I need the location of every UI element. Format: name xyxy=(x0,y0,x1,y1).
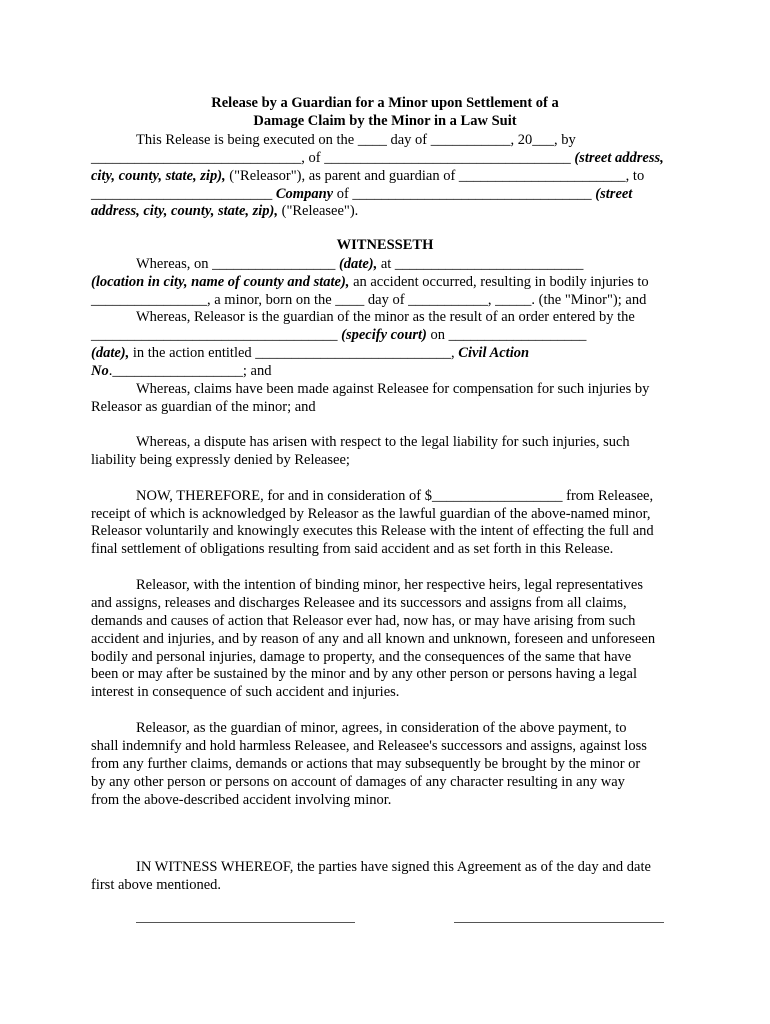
field-label: (date), xyxy=(91,345,130,361)
text-line: NOW, THEREFORE, for and in consideration of $__________________ from Releasee, xyxy=(136,488,654,504)
text-line: interest in consequence of such accident and injuries. xyxy=(91,684,400,700)
text-line: (date), in the action entitled ___________________________, Civil Action xyxy=(91,345,530,361)
text-line: __________________________________ (specify court) on ___________________ xyxy=(91,327,587,343)
text-line: by any other person or persons on account of damages of any character resulting in any way xyxy=(91,774,625,790)
field-label: (street xyxy=(595,186,633,202)
text-line: IN WITNESS WHEREOF, the parties have signed this Agreement as of the day and date xyxy=(136,859,651,875)
field-label: city, county, state, zip), xyxy=(91,168,226,184)
text-line: _________________________ Company of _________________________________ (street xyxy=(91,186,633,202)
text-line: Releasor, with the intention of binding minor, her respective heirs, legal representatives xyxy=(136,577,643,593)
text-line: receipt of which is acknowledged by Releasor as the lawful guardian of the above-named minor, xyxy=(91,506,651,522)
text-line: from any further claims, demands or actions that may subsequently be brought by the minor or xyxy=(91,756,641,772)
text-line: _____________________________, of __________________________________ (street address, xyxy=(91,150,664,166)
text-line: demands and causes of action that Releasor ever had, now has, or may have arising from such xyxy=(91,613,636,629)
field-label: (location in city, name of county and state), xyxy=(91,274,350,290)
field-label: address, city, county, state, zip), xyxy=(91,203,279,219)
text-line: This Release is being executed on the ____ day of ___________, 20___, by xyxy=(136,132,576,148)
text-line: Releasor, as the guardian of minor, agrees, in consideration of the above payment, to xyxy=(136,720,627,736)
text-line: shall indemnify and hold harmless Releasee, and Releasee's successors and assigns, against loss xyxy=(91,738,647,754)
field-label: No xyxy=(91,363,109,379)
witnesseth-heading: WITNESSETH xyxy=(336,237,434,253)
text-line: accident and injuries, and by reason of any and all known and unknown, foreseen and unforeseen xyxy=(91,631,656,647)
text-line: Whereas, on _________________ (date), at __________________________ xyxy=(136,256,584,272)
document-title-line-2: Damage Claim by the Minor in a Law Suit xyxy=(253,113,517,129)
field-label: Company xyxy=(275,186,334,202)
text-line: and assigns, releases and discharges Releasee and its successors and assigns from all claims, xyxy=(91,595,627,611)
text-line: (location in city, name of county and state), an accident occurred, resulting in bodily injuries to xyxy=(91,274,649,290)
text-line: Releasor voluntarily and knowingly executes this Release with the intent of effecting the full and xyxy=(91,523,654,539)
text-line: liability being expressly denied by Releasee; xyxy=(91,452,350,468)
text-line: been or may after be sustained by the minor and by any other person or persons having a legal xyxy=(91,666,638,682)
field-label: (street address, xyxy=(574,150,664,166)
text-line: final settlement of obligations resulting from said accident and as set forth in this Release. xyxy=(91,541,614,557)
signature-line-right[interactable] xyxy=(454,922,664,923)
text-line: Whereas, a dispute has arisen with respect to the legal liability for such injuries, such xyxy=(136,434,630,450)
text-line: first above mentioned. xyxy=(91,877,222,893)
text-line: from the above-described accident involving minor. xyxy=(91,792,392,808)
document-title-line-1: Release by a Guardian for a Minor upon Settlement of a xyxy=(211,95,559,111)
text-line: ________________, a minor, born on the ____ day of ___________, _____. (the "Minor"); and xyxy=(91,292,647,308)
text-line: Whereas, claims have been made against Releasee for compensation for such injuries by xyxy=(136,381,650,397)
field-label: (specify court) xyxy=(341,327,427,343)
text-line: city, county, state, zip), ("Releasor"), as parent and guardian of _______________________, to xyxy=(91,168,645,184)
text-line: bodily and personal injuries, damage to property, and the consequences of the same that have xyxy=(91,649,632,665)
text-line: address, city, county, state, zip), ("Releasee"). xyxy=(91,203,359,219)
text-line: Whereas, Releasor is the guardian of the minor as the result of an order entered by the xyxy=(136,309,635,325)
signature-line-left[interactable] xyxy=(136,922,355,923)
text-line: No.__________________; and xyxy=(91,363,272,379)
field-label: (date), xyxy=(338,256,378,272)
field-label: Civil Action xyxy=(458,345,530,361)
text-line: Releasor as guardian of the minor; and xyxy=(91,399,316,415)
